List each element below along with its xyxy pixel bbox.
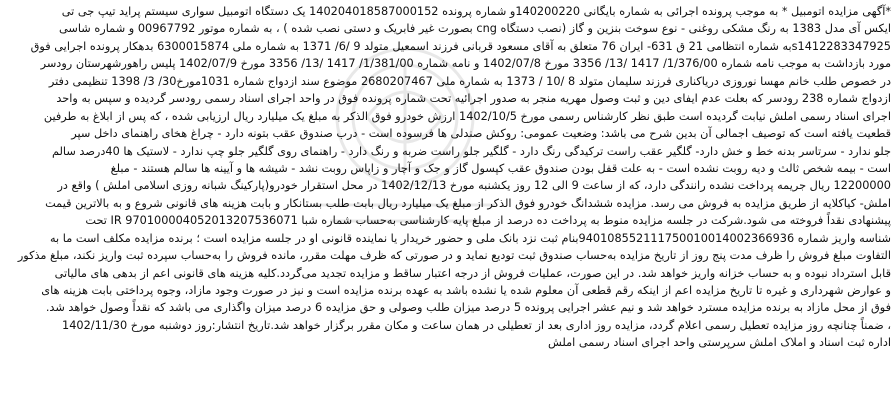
notice-line: در خصوص طلب خانم مهسا نوروزی دریاکناری فرزند سلیمان متولد 8 /10 / 1373 به شماره ملی 2680207467 موضوع سند ازدواج شماره 1031مورخ30/ 3/ 1398 تنظیمی دفتر bbox=[48, 74, 891, 88]
notice-line: *آگهی مزایده اتومبیل * به موجب پرونده اجرائی به شماره بایگانی 140200220و شماره پرونده 140204018587000152 یک دستگاه اتومبیل سواری سیستم پراید تیپ جی تی bbox=[61, 5, 891, 18]
notice-line: ، ضمناً چنانچه روز مزایده تعطیل رسمی اعلام گردد، مزایده روز اداری بعد از تعطیلی در همان ساعت و مکان مقرر برگزار خواهد شد.تاریخ انتشار:روز دوشنبه مورخ 1402/11/30 bbox=[62, 318, 891, 332]
notice-line: اداره ثبت اسناد و املاک املش سرپرستی واحد اجرای اسناد رسمی املش bbox=[547, 336, 891, 350]
notice-line: جلو ندارد - سرتاسر بدنه خط و خش دارد- گلگیر عقب راست ترکیدگی رنگ دارد - گلگیر جلو راست ضربه و رنگ دارد - راهنمای روی گلگیر جلو چپ ندارد - لاستیک ها 40درصد سالم bbox=[51, 144, 891, 158]
notice-line: ایکس آی مدل 1383 به رنگ مشکی روغنی - نوع سوخت بنزین و گاز (نصب دستگاه cng بصورت غیر فابریک و دستی نصب شده ) ، به شماره موتور 00967792 و شماره شاسی bbox=[58, 22, 891, 36]
notice-line: است - بیمه شخص ثالث و دیه روبت نشده است - به علت قفل بودن صندوق عقب کپسول گاز و جک و آچار و زاپاس روبت نشد - شیشه ها و آیینه ها سالم هستند - مبلغ bbox=[110, 161, 891, 175]
notice-line: فوق از محل مازاد به برنده مزایده مسترد خواهد شد و نیم عشر اجرایی پرونده 5 درصد میزان طلب وصولی و حق مزایده 6 درصد میزان واگذاری می باشد که نقداً وصول خواهد شد. bbox=[45, 301, 891, 315]
notice-line: قابل استرداد نبوده و به حساب خزانه واریز خواهد شد. در این صورت، عملیات فروش از درجه اعتبار ساقط و مزایده تجدید می‌گردد.کلیه هزینه های قانونی اعم از بدهی های مالیاتی bbox=[54, 266, 891, 280]
notice-line: التفاوت مبلغ فروش را ظرف مدت پنج روز از تاریخ مزایده به‌حساب صندوق ثبت تودیع نماید و در صورتی که ظرف مهلت مقرر، مانده فروش را به‌حساب سپرده ثبت واریز نکند، مبلغ مذکور bbox=[17, 249, 891, 263]
notice-line: ازدواج شماره 238 رودسر که بعلت عدم ایفای دین و ثبت وصول مهریه منجر به صدور اجرائیه تحت شماره پرونده فوق در واحد اجرای اسناد رسمی رودسر گردیده و سپس به واحد bbox=[56, 92, 891, 106]
notice-line: s1412283347925به شماره انتظامی 21 ق 631- ایران 76 متعلق به آقای مسعود قربانی فرزند اسمعیل متولد 9 /6/ 1371 به شماره ملی 6300015874 بدهکار پرونده اجرایی فوق bbox=[30, 39, 891, 53]
notice-line: اجرای اسناد رسمی املش نیابت گردیده است طبق نظر کارشناس رسمی مورخ 1402/10/5 ارزش خودرو فوق الذکر به مبلغ یک میلیارد ریال ارزیابی شده ، که پس از ابلاغ به طرفین bbox=[43, 109, 891, 123]
notice-line: قطعیت یافته است که توصیف اجمالی آن بدین شرح می باشد: وضعیت عمومی: روکش صندلی ها فرسوده است - درب صندوق عقب بتونه دارد - چراغ هخای راهنمای داخل سپر bbox=[71, 127, 891, 141]
notice-line: املش- کیاکلایه از طریق مزایده به فروش می رسد. مزایده ششدانگ خودرو فوق الذکر از مبلغ یک میلیارد ریال بابت طلب بستانکار و بابت هزینه های قانونی شروع و به بالاترین قیمت bbox=[45, 196, 891, 210]
auction-notice bbox=[4, 3, 891, 407]
notice-line: شناسه واریز شماره 940108552111750010014002366936بنام ثبت نزد بانک ملی و حضور خریدار یا نماینده قانونی او در جلسه مزایده است ؛ برنده مزایده مکلف است ما به bbox=[49, 231, 891, 245]
notice-line: و عوارض شهرداری و غیره تا تاریخ مزایده اعم از اینکه رقم قطعی آن معلوم شده یا نشده باشد به عهده برنده مزایده است و نیز در صورت وجود مازاد، وجوه پرداختی بابت هزینه های bbox=[41, 284, 891, 297]
notice-line: پیشنهادی نقداً فروخته می شود.شرکت در جلسه مزایده منوط به پرداخت ده درصد از مبلغ پایه کارشناسی به‌حساب شماره شبا 970100004052013207536071 IR تحت bbox=[85, 214, 891, 228]
notice-line: مورد بازداشت به موجب نامه شماره 1/376/00/ 1417 /13/ 3356 مورخ 1402/07/8 و نامه شماره 1/381/00/ 1417 /13/ 3356 مورخ 1402/07/9 پلیس راهورشهرستان رودسر bbox=[40, 57, 891, 71]
notice-line: 12200000 ریال جریمه پرداخت نشده رانندگی دارد، که از ساعت 9 الی 12 روز یکشنبه مورخ 1402/12/13 در محل استقرار خودرو(پارکینگ شبانه روزی اسلامی املش ) واقع در bbox=[57, 179, 891, 193]
